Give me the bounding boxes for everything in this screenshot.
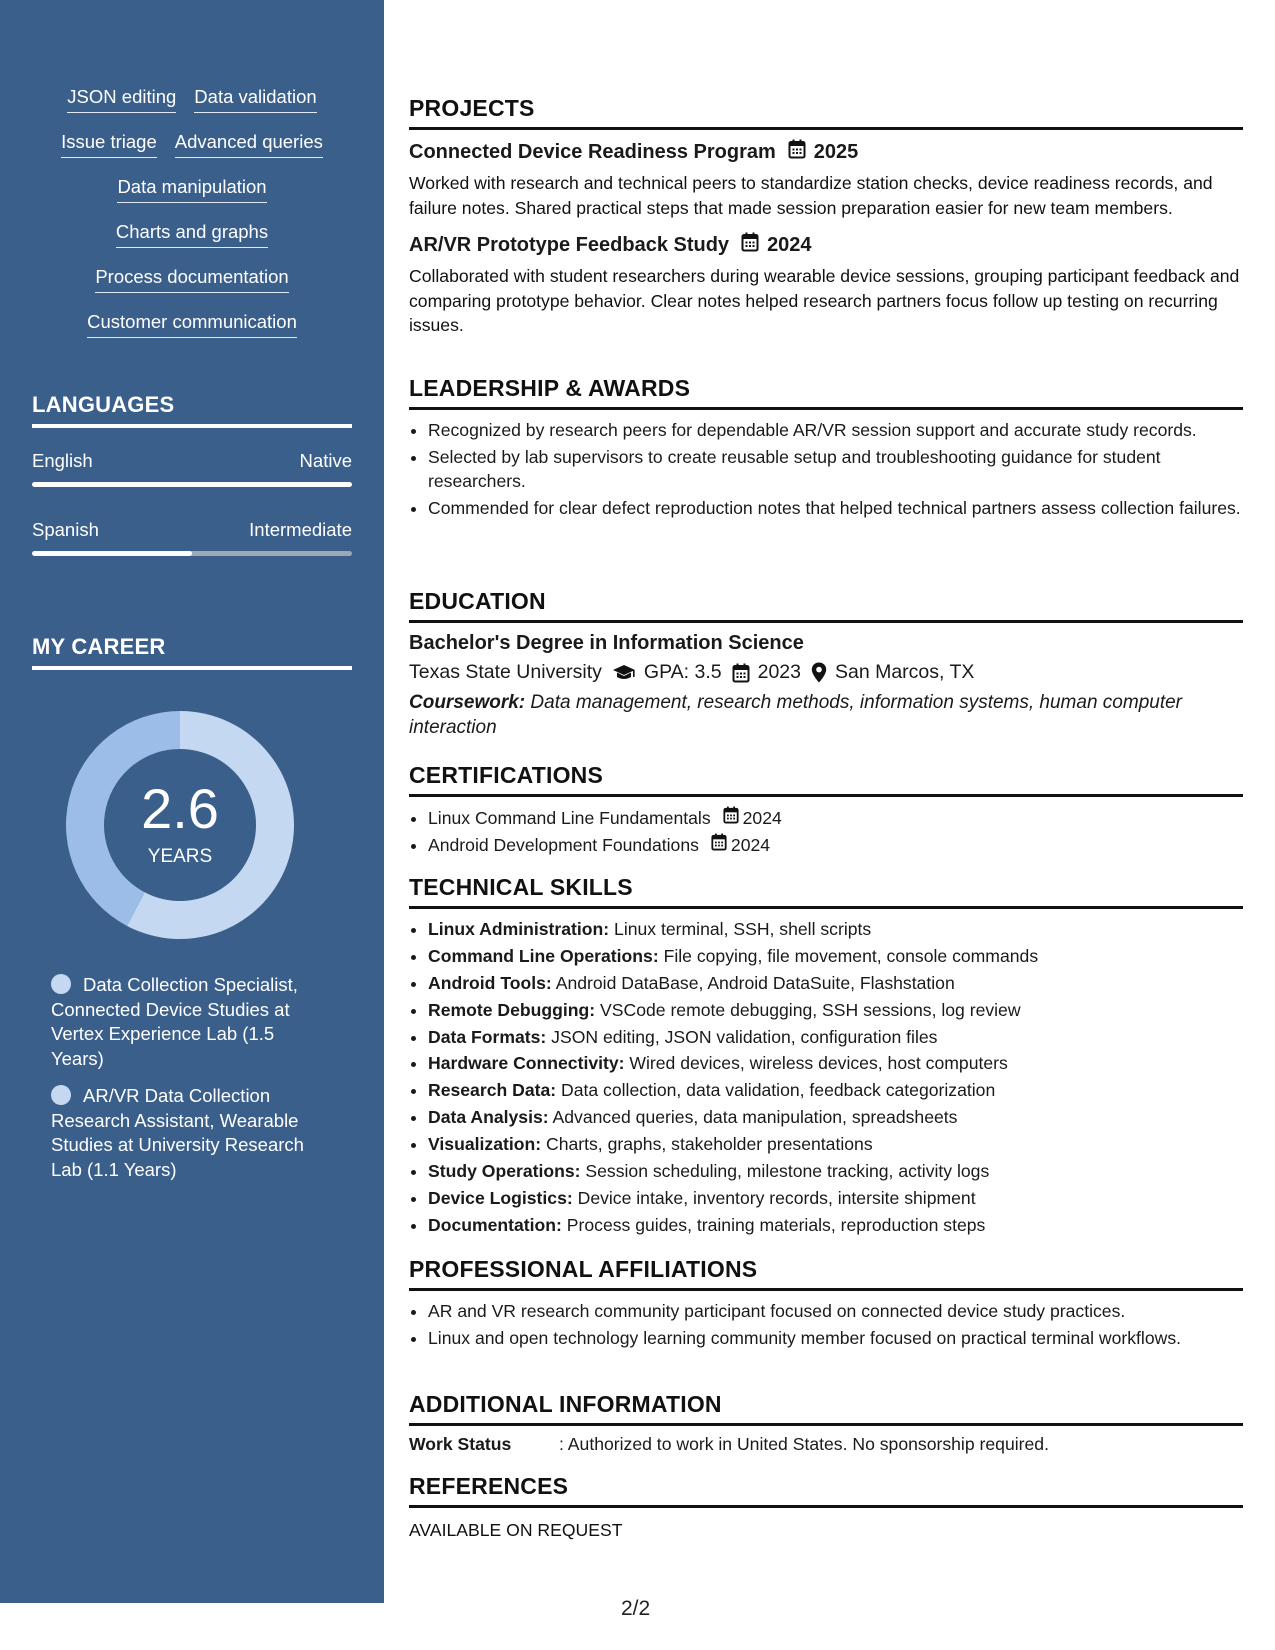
list-item: • Recognized by research peers for dependable AR/VR session support and accurate study records.	[428, 418, 1243, 443]
skill-category: Android Tools:	[428, 972, 552, 993]
list-item	[428, 998, 1243, 1023]
technical-skills-section	[409, 874, 1243, 1240]
list-item	[428, 917, 1243, 942]
skill-values: File copying, file movement, console commands	[658, 945, 1039, 966]
project-name: AR/VR Prototype Feedback Study	[409, 233, 730, 256]
career-item-text: Data Collection Specialist, Connected Device Studies at Vertex Experience Lab (1.5 Years)	[51, 974, 298, 1069]
list-item: • Linux and open technology learning community member focused on practical terminal workflows.	[428, 1326, 1243, 1351]
coursework-label: Coursework:	[409, 692, 526, 713]
skill-tag: Data manipulation	[117, 176, 266, 203]
certification-name: • Android Development Foundations	[428, 834, 699, 855]
list-item	[428, 1159, 1243, 1184]
skill-tag: Charts and graphs	[116, 221, 268, 248]
career-legend-dot	[51, 974, 71, 994]
skill-category: Documentation:	[428, 1214, 562, 1235]
skill-values: Advanced queries, data manipulation, spreadsheets	[548, 1107, 958, 1128]
section-title: PROJECTS	[409, 95, 1243, 130]
career-item-text: AR/VR Data Collection Research Assistant, Wearable Studies at University Research Lab (1.1 Years)	[51, 1085, 304, 1180]
list-item	[428, 806, 1243, 831]
list-item	[428, 944, 1243, 969]
skill-tag: Process documentation	[95, 266, 288, 293]
school-name: Texas State University	[409, 661, 602, 683]
career-legend-dot	[51, 1085, 71, 1105]
section-title: TECHNICAL SKILLS	[409, 874, 1243, 909]
skill-category: Data Analysis:	[428, 1107, 549, 1128]
skill-category: Data Formats:	[428, 1026, 547, 1047]
list-item	[428, 1132, 1243, 1157]
graduation-year: 2023	[757, 661, 801, 683]
skill-values: Process guides, training materials, reproduction steps	[561, 1214, 986, 1235]
project-year: 2024	[767, 233, 812, 256]
project-title	[409, 139, 1243, 165]
skill-category: Research Data:	[428, 1080, 557, 1101]
skill-category: Command Line Operations:	[428, 945, 659, 966]
work-status-row	[409, 1434, 1243, 1455]
list-item	[428, 1078, 1243, 1103]
skill-tag: Customer communication	[87, 311, 297, 338]
skill-values: Wired devices, wireless devices, host computers	[624, 1053, 1008, 1074]
career-total-unit: YEARS	[147, 846, 213, 867]
list-item	[428, 833, 1243, 858]
career-total-years: 2.6	[141, 777, 219, 840]
list-item	[428, 1105, 1243, 1130]
list-item	[428, 1186, 1243, 1211]
coursework-text: Data management, research methods, information systems, human computer interaction	[409, 692, 1182, 738]
project-description: Worked with research and technical peers to standardize station checks, device readiness records, and failure notes. Shared practical steps that made session preparation easier for new team members.	[409, 173, 1213, 218]
language-english	[32, 450, 352, 487]
skill-category: Study Operations:	[428, 1161, 581, 1182]
languages-heading: LANGUAGES	[32, 392, 352, 428]
additional-info-section	[409, 1391, 1243, 1455]
list-item: • Selected by lab supervisors to create reusable setup and troubleshooting guidance for student researchers.	[428, 445, 1243, 494]
calendar-icon	[788, 139, 806, 165]
skill-category: Device Logistics:	[428, 1187, 573, 1208]
certification-name: • Linux Command Line Fundamentals	[428, 808, 711, 828]
work-status-label: Work Status	[409, 1434, 512, 1454]
skill-tag-row	[0, 86, 384, 113]
certifications-section	[409, 762, 1243, 859]
references-section	[409, 1473, 1243, 1543]
gpa: GPA: 3.5	[643, 661, 722, 683]
project-year: 2025	[813, 140, 859, 163]
graduation-cap-icon	[612, 664, 636, 682]
career-item	[51, 1084, 316, 1182]
language-bar-fill	[32, 482, 352, 487]
skill-values: Data collection, data validation, feedback categorization	[556, 1080, 996, 1101]
language-level: Intermediate	[249, 519, 352, 540]
project-name: Connected Device Readiness Program	[409, 140, 776, 163]
section-title: REFERENCES	[409, 1473, 1243, 1508]
work-status-value: : Authorized to work in United States. No sponsorship required.	[559, 1434, 1049, 1454]
calendar-icon	[732, 663, 750, 683]
language-bar-fill	[32, 551, 192, 556]
career-heading: MY CAREER	[32, 634, 352, 670]
affiliations-section	[409, 1256, 1243, 1352]
skill-tag: Issue triage	[61, 131, 157, 158]
skill-values: Linux terminal, SSH, shell scripts	[609, 919, 872, 939]
skill-tag-row	[0, 266, 384, 293]
list-item: • Commended for clear defect reproduction notes that helped technical partners assess collection failures.	[428, 496, 1243, 521]
skill-category: Hardware Connectivity:	[428, 1053, 625, 1074]
language-bar	[32, 551, 352, 556]
skill-values: Android DataBase, Android DataSuite, Flashstation	[551, 972, 955, 993]
certification-year: 2024	[730, 834, 771, 855]
section-title: CERTIFICATIONS	[409, 762, 1243, 797]
career-donut-chart	[66, 711, 294, 939]
certifications-list	[409, 806, 1243, 857]
project-description: Collaborated with student researchers during wearable device sessions, grouping participant feedback and comparing prototype behavior. Clear notes helped research partners focus follow up testing on recurring issues.	[409, 266, 1240, 335]
calendar-icon	[711, 833, 727, 858]
language-bar	[32, 482, 352, 487]
calendar-icon	[723, 806, 739, 831]
skill-category: Visualization:	[428, 1134, 542, 1155]
language-name: Spanish	[32, 519, 99, 540]
technical-skills-list	[409, 917, 1243, 1237]
degree-title: Bachelor's Degree in Information Science	[409, 632, 804, 654]
page-number: 2/2	[621, 1597, 651, 1620]
affiliations-list	[409, 1299, 1243, 1350]
skill-category: Remote Debugging:	[428, 999, 596, 1020]
education-details	[409, 661, 1243, 684]
skill-category: Linux Administration:	[428, 919, 610, 939]
section-title: PROFESSIONAL AFFILIATIONS	[409, 1256, 1243, 1291]
language-name: English	[32, 450, 93, 471]
projects-section	[409, 95, 1243, 338]
skill-tag-row	[0, 131, 384, 158]
list-item	[428, 1213, 1243, 1238]
list-item	[428, 971, 1243, 996]
references-text: AVAILABLE ON REQUEST	[409, 1520, 623, 1540]
skill-tag: Data validation	[194, 86, 316, 113]
list-item	[428, 1051, 1243, 1076]
skill-values: JSON editing, JSON validation, configuration files	[546, 1026, 938, 1047]
skill-tag-row	[0, 221, 384, 248]
certification-year: 2024	[742, 808, 782, 828]
map-pin-icon	[811, 662, 827, 683]
leadership-list	[409, 418, 1243, 520]
list-item	[428, 1025, 1243, 1050]
leadership-section	[409, 375, 1243, 522]
project-title	[409, 232, 1243, 258]
skill-values: Charts, graphs, stakeholder presentations	[541, 1134, 873, 1155]
skill-values: Device intake, inventory records, intersite shipment	[572, 1187, 976, 1208]
skill-tag-row	[0, 311, 384, 338]
language-spanish	[32, 519, 352, 556]
sidebar	[0, 0, 384, 1603]
education-section	[409, 588, 1243, 740]
coursework	[409, 691, 1243, 740]
section-title: EDUCATION	[409, 588, 1243, 623]
skill-tag: Advanced queries	[175, 131, 323, 158]
section-title: LEADERSHIP & AWARDS	[409, 375, 1243, 410]
career-item	[51, 973, 316, 1071]
skill-values: VSCode remote debugging, SSH sessions, log review	[595, 999, 1021, 1020]
skill-tag: JSON editing	[67, 86, 176, 113]
skill-tag-row	[0, 176, 384, 203]
school-location: San Marcos, TX	[834, 661, 975, 683]
section-title: ADDITIONAL INFORMATION	[409, 1391, 1243, 1426]
list-item: • AR and VR research community participant focused on connected device study practices.	[428, 1299, 1243, 1324]
skill-values: Session scheduling, milestone tracking, activity logs	[580, 1161, 990, 1182]
calendar-icon	[741, 232, 759, 258]
language-level: Native	[299, 450, 352, 471]
